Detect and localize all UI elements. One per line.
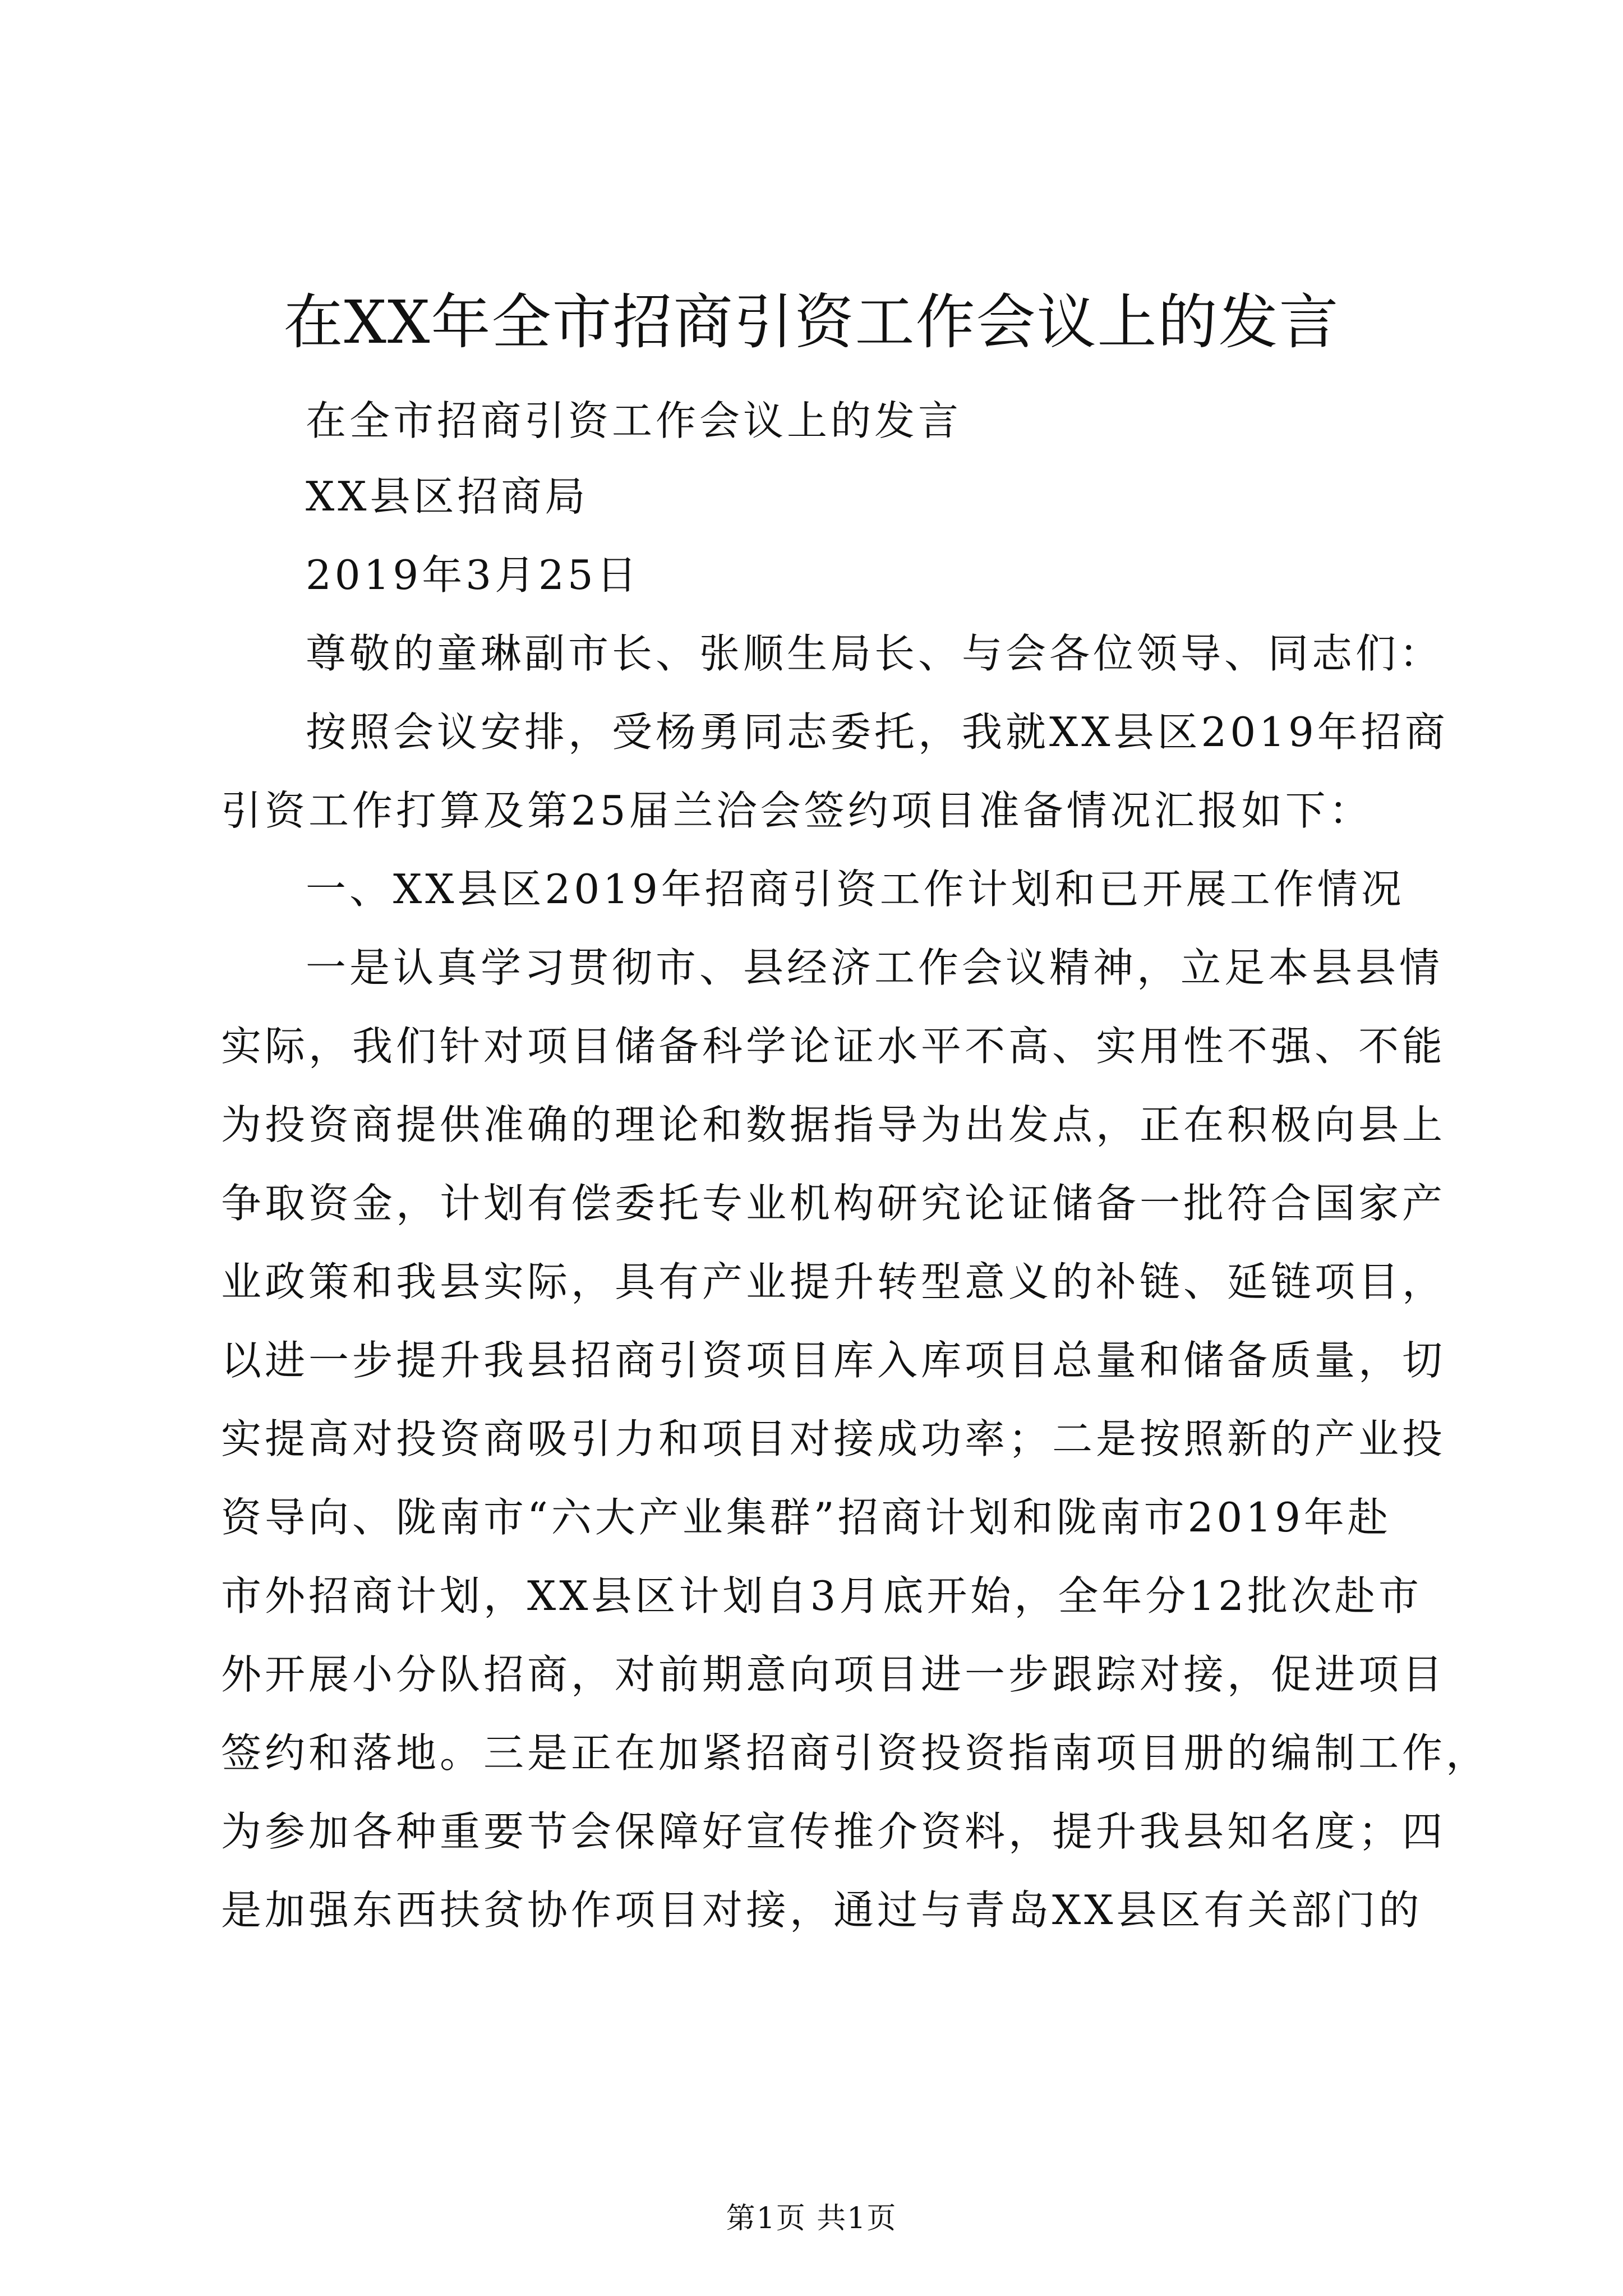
body-line: 签约和落地。三是正在加紧招商引资投资指南项目册的编制工作， <box>221 1729 1490 1777</box>
department-line: XX县区招商局 <box>306 473 589 520</box>
body-line: 外开展小分队招商，对前期意向项目进一步跟踪对接，促进项目 <box>221 1651 1446 1698</box>
page-number-footer: 第1页 共1页 <box>726 2202 897 2235</box>
body-line: 业政策和我县实际，具有产业提升转型意义的补链、延链项目， <box>221 1258 1446 1305</box>
body-line: 争取资金，计划有偿委托专业机构研究论证储备一批符合国家产 <box>221 1180 1446 1227</box>
body-line: 按照会议安排，受杨勇同志委托，我就XX县区2019年招商 <box>306 708 1449 756</box>
body-line: 是加强东西扶贫协作项目对接，通过与青岛XX县区有关部门的 <box>221 1887 1423 1934</box>
body-line: 为投资商提供准确的理论和数据指导为出发点，正在积极向县上 <box>221 1101 1446 1148</box>
salutation-line: 尊敬的童琳副市长、张顺生局长、与会各位领导、同志们： <box>306 630 1444 677</box>
body-line: 实际，我们针对项目储备科学论证水平不高、实用性不强、不能 <box>221 1023 1446 1070</box>
subtitle-line: 在全市招商引资工作会议上的发言 <box>306 397 962 444</box>
section-heading-line: 一、XX县区2019年招商引资工作计划和已开展工作情况 <box>306 866 1405 913</box>
body-line: 市外招商计划，XX县区计划自3月底开始，全年分12批次赴市 <box>221 1572 1422 1619</box>
body-line: 一是认真学习贯彻市、县经济工作会议精神，立足本县县情 <box>306 944 1444 991</box>
date-line: 2019年3月25日 <box>306 551 640 599</box>
document-title: 在XX年全市招商引资工作会议上的发言 <box>283 288 1340 357</box>
body-line: 实提高对投资商吸引力和项目对接成功率；二是按照新的产业投 <box>221 1415 1446 1462</box>
body-line: 资导向、陇南市“六大产业集群”招商计划和陇南市2019年赴 <box>221 1494 1391 1541</box>
body-line: 以进一步提升我县招商引资项目库入库项目总量和储备质量，切 <box>221 1337 1446 1384</box>
body-line: 引资工作打算及第25届兰洽会签约项目准备情况汇报如下： <box>221 787 1373 834</box>
body-line: 为参加各种重要节会保障好宣传推介资料，提升我县知名度；四 <box>221 1808 1446 1855</box>
